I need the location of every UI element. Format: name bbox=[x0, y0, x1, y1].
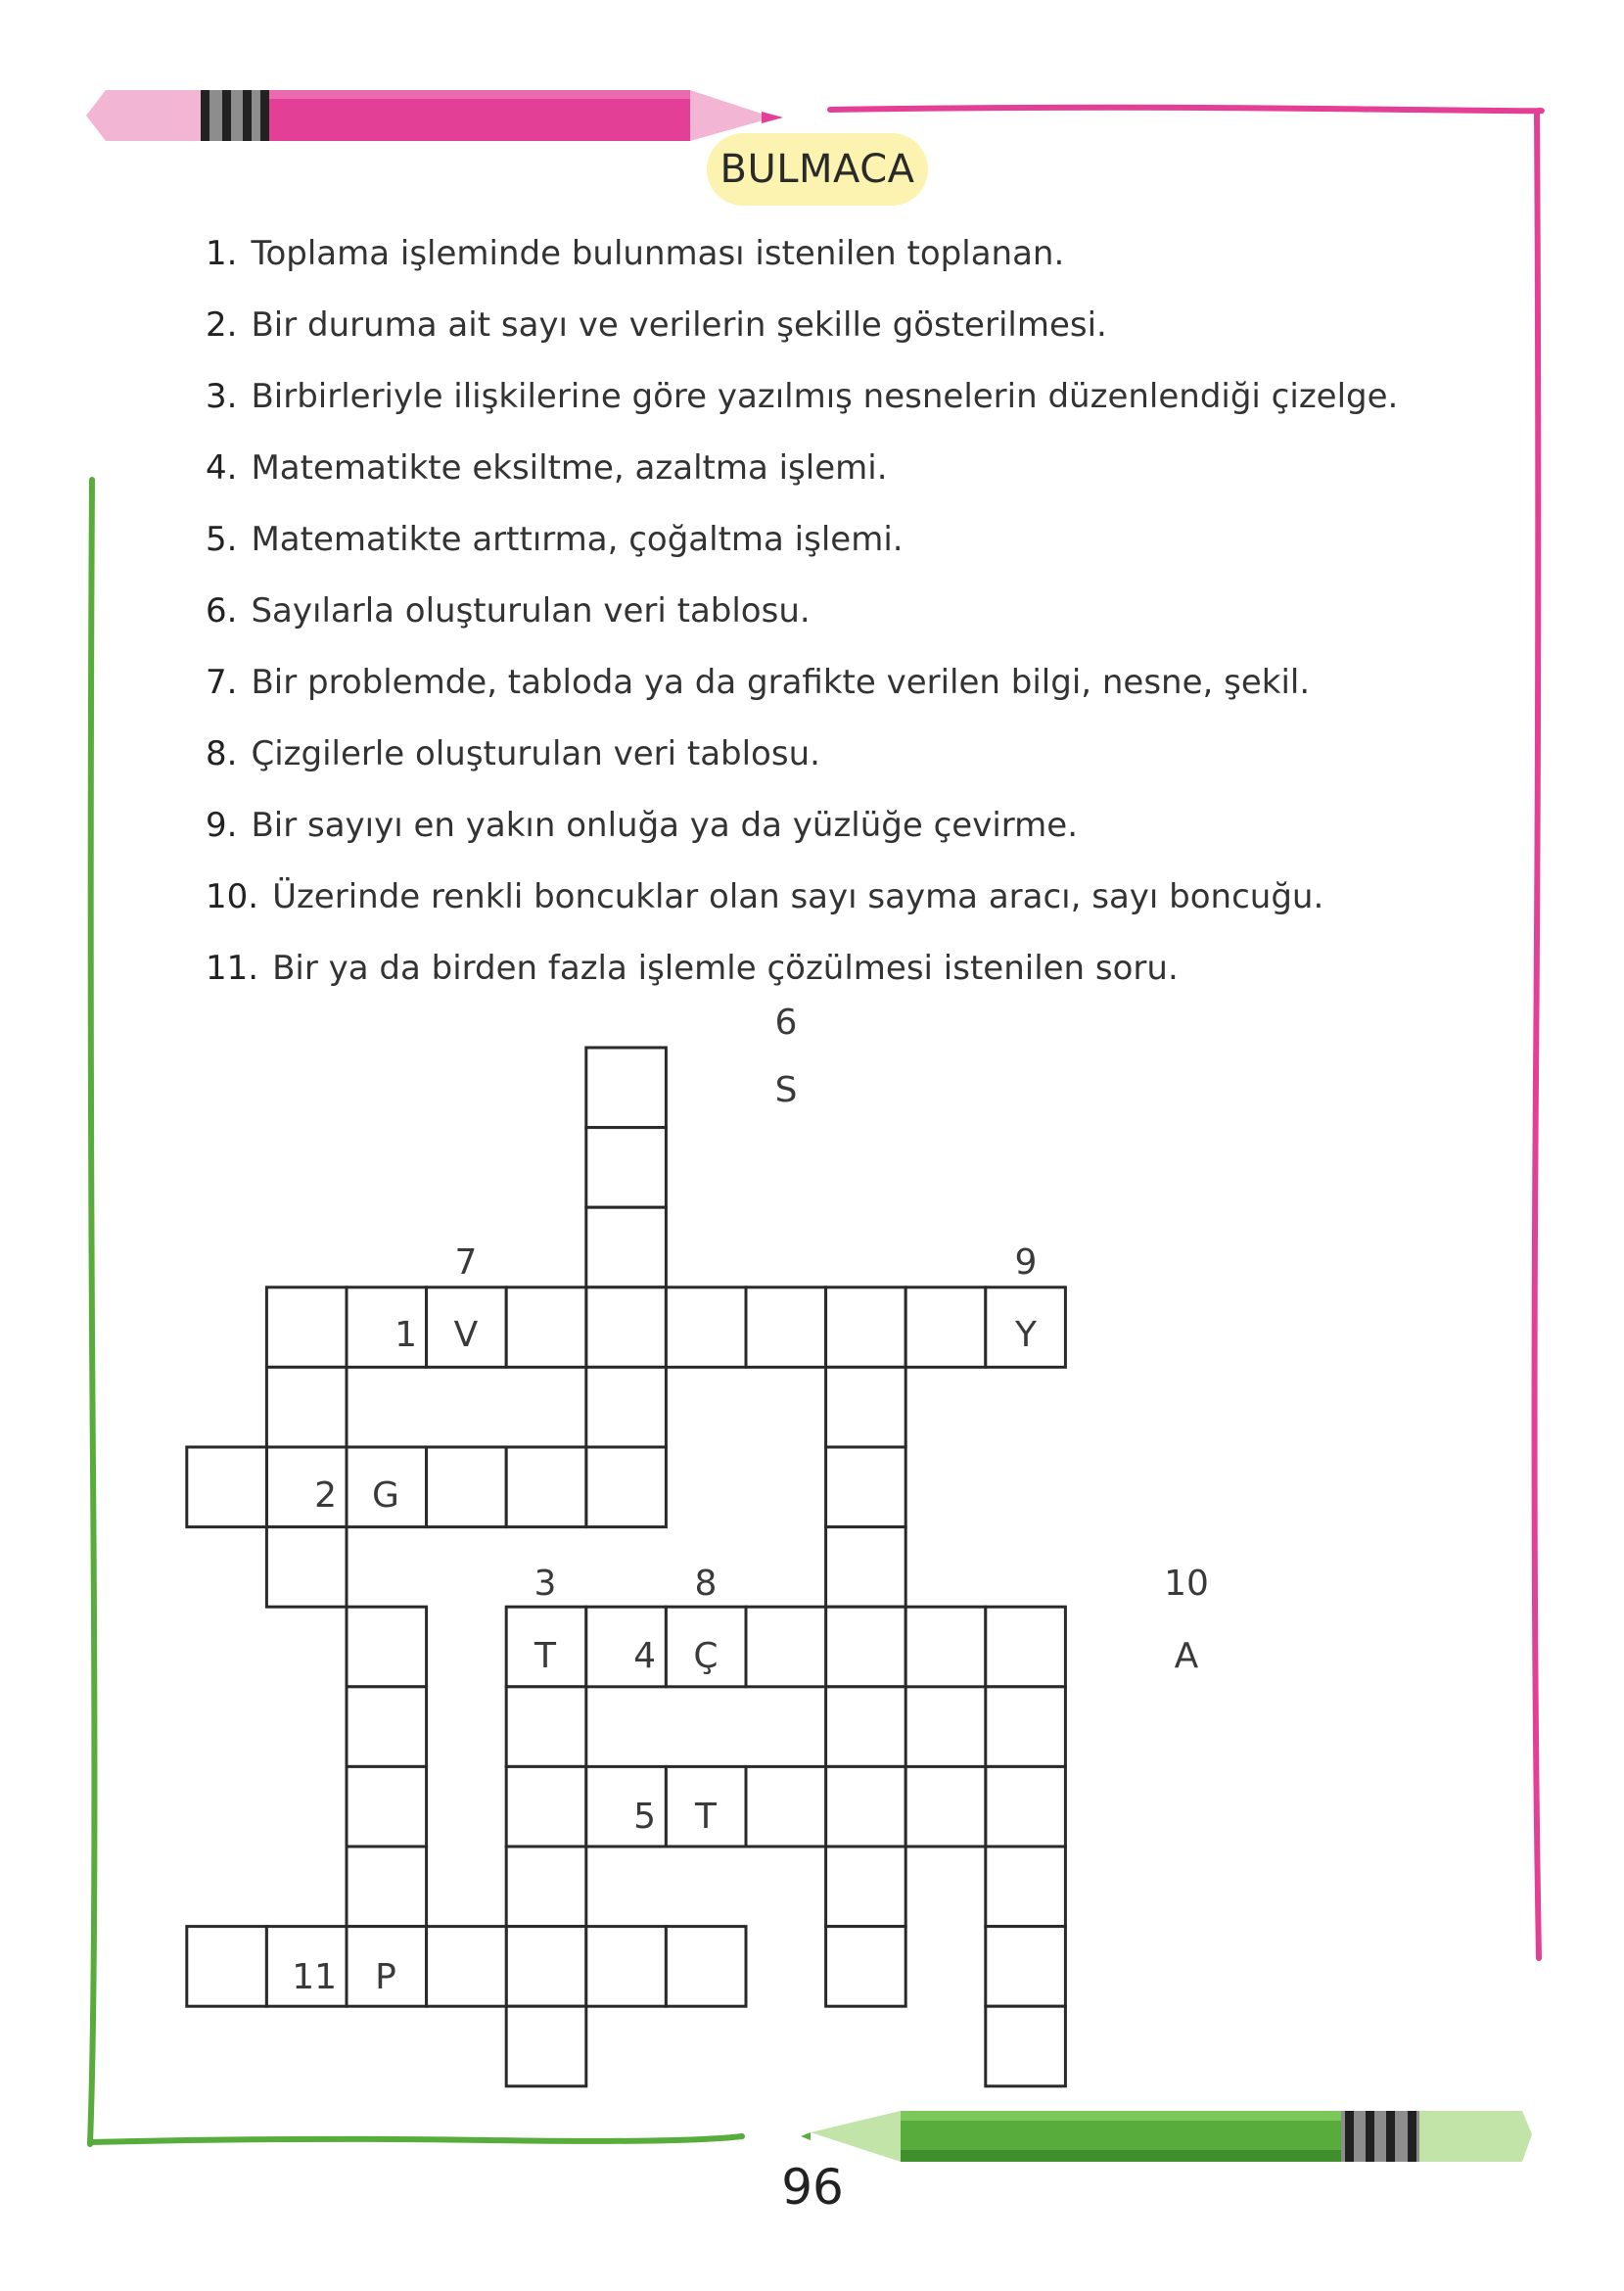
grid-cell[interactable] bbox=[905, 1766, 986, 1847]
grid-cell[interactable] bbox=[826, 1527, 906, 1608]
clue-text: Bir ya da birden fazla işlemle çözülmesi istenilen soru. bbox=[272, 948, 1179, 988]
grid-cell[interactable] bbox=[347, 1607, 427, 1687]
clue-text: Bir problemde, tabloda ya da grafikte verilen bilgi, nesne, şekil. bbox=[251, 662, 1311, 702]
grid-cell[interactable] bbox=[746, 1766, 826, 1847]
clue-number: 1. bbox=[206, 233, 238, 273]
grid-cell[interactable] bbox=[986, 1847, 1066, 1927]
clue-number: 5. bbox=[206, 519, 238, 559]
clue-number: 7. bbox=[206, 662, 238, 702]
grid-number-3: 3 bbox=[534, 1564, 557, 1604]
grid-cell[interactable] bbox=[347, 1766, 427, 1847]
grid-cell[interactable] bbox=[826, 1287, 906, 1368]
grid-cell[interactable] bbox=[506, 1927, 586, 2007]
grid-cell[interactable] bbox=[905, 1607, 986, 1687]
grid-cell[interactable] bbox=[746, 1607, 826, 1687]
grid-letter: P bbox=[375, 1957, 396, 1997]
grid-cell[interactable] bbox=[826, 1687, 906, 1767]
clue-text: Çizgilerle oluşturulan veri tablosu. bbox=[251, 733, 820, 773]
grid-number-5: 5 bbox=[633, 1797, 656, 1837]
grid-cell[interactable] bbox=[506, 1766, 586, 1847]
clue-text: Matematikte arttırma, çoğaltma işlemi. bbox=[251, 519, 904, 559]
crossword-cells bbox=[187, 1048, 1066, 2086]
clue-number: 9. bbox=[206, 805, 238, 845]
clue-number: 8. bbox=[206, 733, 238, 773]
grid-cell[interactable] bbox=[506, 1687, 586, 1767]
grid-cell[interactable] bbox=[506, 2006, 586, 2086]
page-title: BULMACA bbox=[707, 133, 928, 206]
grid-number-6: 6 bbox=[774, 1003, 798, 1043]
grid-cell[interactable] bbox=[986, 1927, 1066, 2007]
grid-cell[interactable] bbox=[506, 1447, 586, 1527]
clue-number: 2. bbox=[206, 304, 238, 345]
grid-cell[interactable] bbox=[826, 1447, 906, 1527]
grid-cell[interactable] bbox=[586, 1447, 667, 1527]
grid-cell[interactable] bbox=[266, 1367, 347, 1447]
grid-number-9: 9 bbox=[1014, 1242, 1038, 1283]
clue-number: 3. bbox=[206, 376, 238, 416]
grid-cell[interactable] bbox=[586, 1128, 667, 1208]
grid-cell[interactable] bbox=[986, 1607, 1066, 1687]
grid-number-1: 1 bbox=[394, 1315, 417, 1355]
grid-cell[interactable] bbox=[586, 1287, 667, 1368]
grid-cell[interactable] bbox=[347, 1687, 427, 1767]
clue-number: 4. bbox=[206, 447, 238, 488]
grid-cell[interactable] bbox=[905, 1287, 986, 1368]
grid-letter: Ç bbox=[693, 1636, 719, 1676]
grid-letter: G bbox=[372, 1475, 399, 1516]
clue-text: Üzerinde renkli boncuklar olan sayı sayma aracı, sayı boncuğu. bbox=[272, 876, 1324, 916]
grid-cell[interactable] bbox=[986, 1766, 1066, 1847]
clue-text: Toplama işleminde bulunması istenilen toplanan. bbox=[251, 233, 1065, 273]
grid-cell[interactable] bbox=[266, 1527, 347, 1608]
grid-cell[interactable] bbox=[586, 1048, 667, 1128]
grid-cell[interactable] bbox=[986, 2006, 1066, 2086]
grid-number-2: 2 bbox=[314, 1475, 337, 1516]
clue-text: Birbirleriyle ilişkilerine göre yazılmış nesnelerin düzenlendiği çizelge. bbox=[251, 376, 1399, 416]
page-number: 96 bbox=[781, 2159, 844, 2216]
grid-number-11: 11 bbox=[292, 1957, 337, 1997]
grid-number-8: 8 bbox=[694, 1564, 718, 1604]
grid-cell[interactable] bbox=[826, 1766, 906, 1847]
grid-letter: T bbox=[534, 1636, 556, 1676]
grid-letter: S bbox=[774, 1070, 798, 1110]
grid-letter: A bbox=[1174, 1636, 1199, 1676]
grid-cell[interactable] bbox=[826, 1367, 906, 1447]
grid-cell[interactable] bbox=[666, 1927, 746, 2007]
clue-text: Bir sayıyı en yakın onluğa ya da yüzlüğe çevirme. bbox=[251, 805, 1079, 845]
grid-cell[interactable] bbox=[826, 1847, 906, 1927]
grid-cell[interactable] bbox=[586, 1207, 667, 1287]
grid-cell[interactable] bbox=[666, 1287, 746, 1368]
grid-number-7: 7 bbox=[454, 1242, 478, 1283]
grid-letter: T bbox=[695, 1797, 717, 1837]
clue-number: 10. bbox=[206, 876, 259, 916]
clue-text: Bir duruma ait sayı ve verilerin şekille gösterilmesi. bbox=[251, 304, 1107, 345]
clue-text: Sayılarla oluşturulan veri tablosu. bbox=[251, 590, 811, 631]
grid-letter: V bbox=[453, 1315, 479, 1355]
grid-letter: Y bbox=[1015, 1315, 1037, 1355]
grid-cell[interactable] bbox=[427, 1927, 507, 2007]
grid-cell[interactable] bbox=[266, 1287, 347, 1368]
grid-cell[interactable] bbox=[187, 1447, 267, 1527]
grid-cell[interactable] bbox=[826, 1607, 906, 1687]
grid-cell[interactable] bbox=[586, 1927, 667, 2007]
grid-cell[interactable] bbox=[506, 1847, 586, 1927]
grid-number-10: 10 bbox=[1164, 1564, 1209, 1604]
grid-cell[interactable] bbox=[746, 1287, 826, 1368]
grid-cell[interactable] bbox=[427, 1447, 507, 1527]
grid-number-4: 4 bbox=[633, 1636, 656, 1676]
clue-number: 6. bbox=[206, 590, 238, 631]
clue-number: 11. bbox=[206, 948, 259, 988]
grid-cell[interactable] bbox=[187, 1927, 267, 2007]
grid-cell[interactable] bbox=[826, 1927, 906, 2007]
grid-cell[interactable] bbox=[986, 1687, 1066, 1767]
grid-cell[interactable] bbox=[347, 1847, 427, 1927]
clue-text: Matematikte eksiltme, azaltma işlemi. bbox=[251, 447, 888, 488]
grid-cell[interactable] bbox=[586, 1367, 667, 1447]
grid-cell[interactable] bbox=[506, 1287, 586, 1368]
